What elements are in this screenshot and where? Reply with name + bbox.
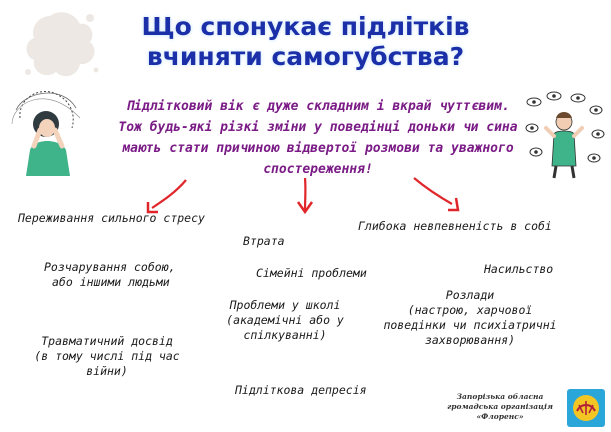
factor-depression: Підліткова депресія xyxy=(235,383,367,397)
watched-teen-illustration xyxy=(524,88,604,180)
factor-violence: Насильство xyxy=(484,262,554,276)
factor-school xyxy=(220,298,350,343)
factor-disappointment-line-2: або іншими людьми xyxy=(52,275,170,289)
factor-trauma-line-3: війни) xyxy=(86,364,128,378)
factor-trauma-line-2: (в тому числі під час xyxy=(34,349,180,363)
factor-disorders-line-3: поведінки чи психіатричні xyxy=(383,318,557,332)
factor-disorders-line-1: Розлади xyxy=(445,288,495,302)
title-line-1: Що спонукає підлітків xyxy=(141,12,470,41)
factor-trauma xyxy=(22,334,192,379)
factor-family: Сімейні проблеми xyxy=(256,266,367,280)
organization-line-1: Запорізька обласна xyxy=(456,392,544,401)
factor-disorders xyxy=(370,288,570,348)
arrow-down-icon xyxy=(408,176,468,216)
factor-disorders-line-4: захворювання) xyxy=(424,333,515,347)
factor-stress: Переживання сильного стресу xyxy=(18,211,205,225)
page-title xyxy=(0,12,611,72)
factor-school-line-2: (академічні або у xyxy=(226,313,344,327)
stressed-teen-illustration xyxy=(10,88,88,180)
factor-school-line-1: Проблеми у школі xyxy=(229,298,341,312)
florence-logo xyxy=(567,389,605,427)
factor-school-line-3: спілкуванні) xyxy=(243,328,327,342)
intro-text: Підлітковий вік є дуже складним і вкрай чуттєвим. Тож будь-які різкі зміни у поведінці доньки чи сина мають стати причиною відвертої розмови та уважного спостереження! xyxy=(118,99,518,177)
organization-line-2: громадська організація xyxy=(447,402,553,411)
arrow-down-icon xyxy=(290,176,320,216)
title-line-2: вчиняти самогубства? xyxy=(146,42,465,71)
factor-disappointment xyxy=(44,260,176,290)
factor-insecurity: Глибока невпевненість в собі xyxy=(358,219,552,233)
factor-disappointment-line-1: Розчарування собою, xyxy=(44,260,176,274)
organization-line-3: «Флоренс» xyxy=(476,412,524,421)
factor-trauma-line-1: Травматичний досвід xyxy=(41,334,173,348)
organization-name xyxy=(440,392,560,422)
factor-disorders-line-2: (настрою, харчової xyxy=(407,303,533,317)
factor-loss: Втрата xyxy=(243,234,285,248)
